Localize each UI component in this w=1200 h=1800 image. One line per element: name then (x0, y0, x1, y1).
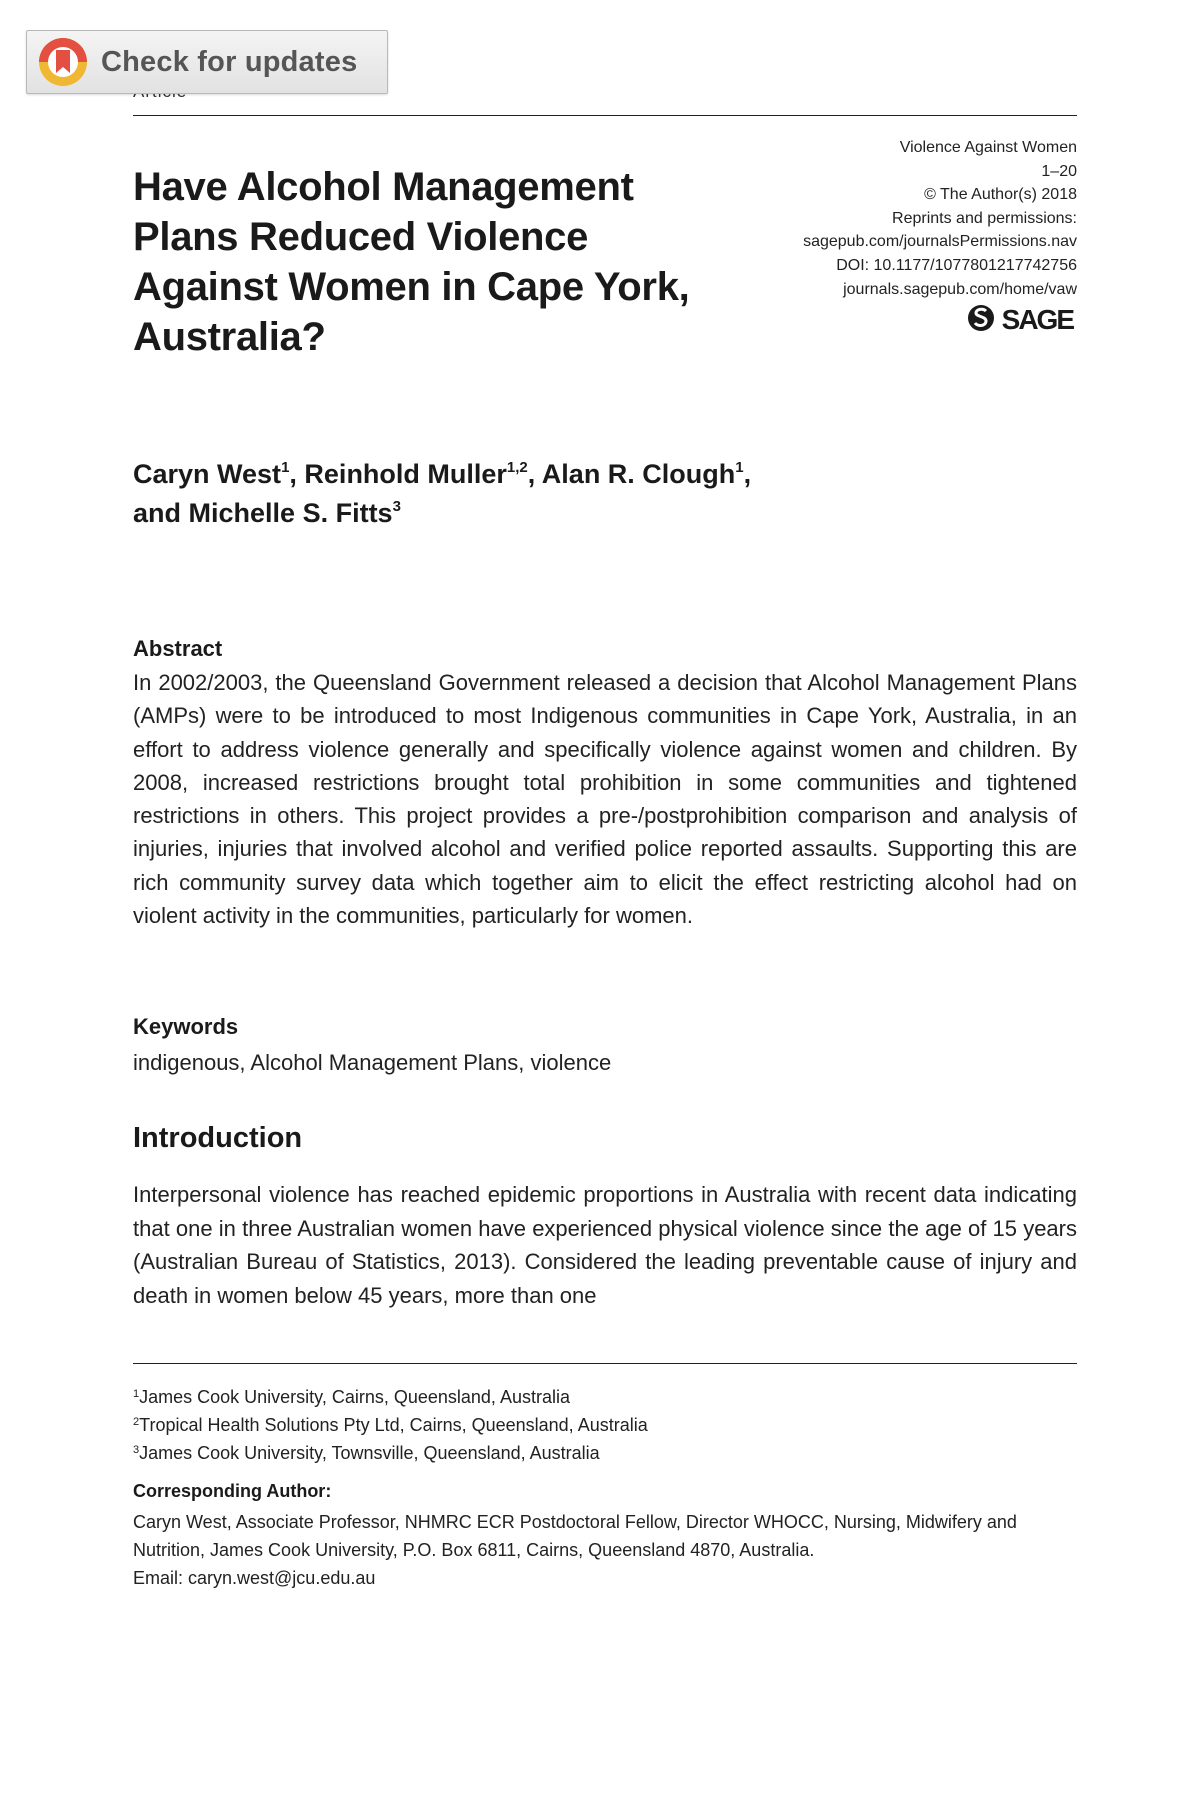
author-name[interactable]: Michelle S. Fitts (188, 498, 393, 528)
author-affiliation-ref: 1 (735, 459, 744, 476)
keywords-text: indigenous, Alcohol Management Plans, violence (133, 1050, 612, 1075)
header-rule (133, 115, 1077, 116)
corresponding-author-details (133, 1508, 1077, 1592)
affiliation-number: 3 (133, 1444, 140, 1456)
sage-logo-text: SAGE (1001, 304, 1073, 335)
affiliation-text: James Cook University, Cairns, Queensland, Australia (139, 1387, 570, 1407)
author-affiliation-ref: 1 (281, 459, 290, 476)
doi-link[interactable]: DOI: 10.1177/1077801217742756 (836, 256, 1077, 274)
author-list: Caryn West$^1$, Reinhold Muller$^{1,2}$, Alan R. Clough$^1$, and Michelle S. Fitts$^3$ (133, 459, 752, 528)
copyright: © The Author(s) 2018 (924, 186, 1077, 204)
author-affiliation-ref: 3 (392, 498, 401, 515)
author-name[interactable]: Reinhold Muller (304, 459, 507, 489)
corresponding-author-email[interactable]: Email: caryn.west@jcu.edu.au (133, 1568, 376, 1588)
affiliation-item (133, 1411, 1077, 1439)
affiliation-item (133, 1439, 1077, 1467)
footnote-rule (133, 1363, 1077, 1364)
corresponding-author-address: Caryn West, Associate Professor, NHMRC ECR Postdoctoral Fellow, Director WHOCC, Nursing, Midwifery and Nutrition, James Cook University, P.O. Box 6811, Cairns, Queensland 4870, Australia. (133, 1512, 1017, 1560)
introduction-heading: Introduction (133, 1122, 303, 1154)
author-affiliation-ref: 1,2 (506, 459, 528, 476)
introduction-text: Interpersonal violence has reached epidemic proportions in Australia with recent data indicating that one in three Australian women have experienced physical violence since the age of 15 years (Australian Bureau of Statistics, 2013). Considered the leading preventable cause of injury and death in women below 45 years, more than one (133, 1182, 1077, 1308)
journal-homepage-link[interactable]: journals.sagepub.com/home/vaw (843, 280, 1077, 298)
article-title: Have Alcohol Management Plans Reduced Violence Against Women in Cape York, Australia? (133, 165, 690, 359)
abstract-heading: Abstract (133, 636, 223, 661)
reprints-label: Reprints and permissions: (892, 209, 1077, 227)
check-for-updates-label: Check for updates (101, 45, 358, 78)
affiliation-list (133, 1383, 1077, 1467)
affiliation-number: 1 (133, 1388, 140, 1400)
journal-name: Violence Against Women (899, 139, 1077, 156)
crossmark-icon (37, 36, 89, 88)
journal-info (803, 136, 1077, 301)
check-for-updates-badge[interactable] (26, 30, 388, 94)
affiliation-number: 2 (133, 1416, 140, 1428)
page-range: 1–20 (1041, 162, 1077, 180)
affiliation-text: Tropical Health Solutions Pty Ltd, Cairns, Queensland, Australia (139, 1415, 648, 1435)
affiliation-text: James Cook University, Townsville, Queensland, Australia (139, 1443, 600, 1463)
affiliation-item (133, 1383, 1077, 1411)
permissions-link[interactable]: sagepub.com/journalsPermissions.nav (803, 233, 1077, 251)
author-conjunction: and (133, 498, 182, 528)
abstract-text: In 2002/2003, the Queensland Government released a decision that Alcohol Management Plans (AMPs) were to be introduced to most Indigenous communities in Cape York, Australia, in an effort to address violence generally and specifically violence against women and children. By 2008, increased restrictions brought total prohibition in some communities and tightened restrictions in others. This project provides a pre-/postprohibition comparison and analysis of injuries, injuries that involved alcohol and verified police reported assaults. Supporting this are rich community survey data which together aim to elicit the effect restricting alcohol had on violent activity in the communities, particularly for women. (133, 670, 1077, 929)
corresponding-author-heading: Corresponding Author: (133, 1481, 332, 1501)
author-name[interactable]: Caryn West (133, 459, 282, 489)
sage-logo (967, 300, 1077, 336)
keywords-heading: Keywords (133, 1014, 239, 1039)
author-name[interactable]: Alan R. Clough (541, 459, 736, 489)
